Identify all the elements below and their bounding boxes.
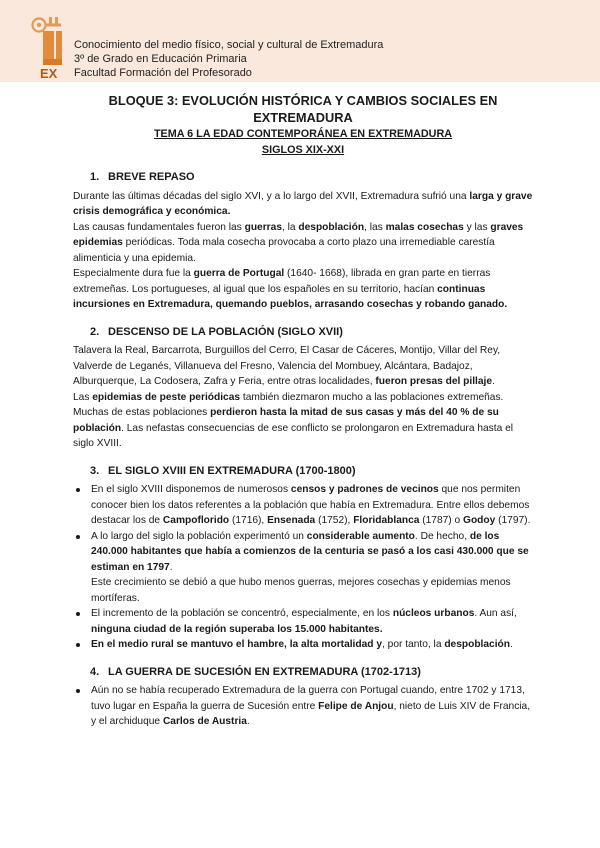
text-run: . Las nefastas consecuencias de ese conflicto se prolongaron en Extremadura hasta el siglo XVIII. (73, 422, 513, 449)
section-title: DESCENSO DE LA POBLACIÓN (SIGLO XVII) (108, 325, 343, 338)
text-run: Aún no se había recuperado Extremadura de la guerra con Portugal cuando, entre 1702 y 1713, tuvo lugar en España la guerra de Sucesión entre (91, 685, 525, 712)
text-run: , la (281, 221, 299, 233)
bold-text: núcleos urbanos (392, 608, 475, 619)
list-item (73, 606, 533, 637)
list-item (73, 683, 533, 730)
bold-text: Campoflorido (162, 515, 230, 526)
bold-text: graves epidemias (73, 221, 524, 248)
bullet-list (73, 482, 533, 653)
bold-text: Felipe de Anjou (318, 700, 394, 712)
paragraph (73, 220, 533, 267)
paragraph (73, 189, 533, 220)
bold-text: Ensenada (267, 515, 316, 526)
text-run: . De hecho, (414, 530, 470, 542)
text-run: (1640- 1668), librada en gran parte en tierras extremeñas. Los portugueses, al igual que los españoles en su territorio, hacían (73, 268, 491, 295)
text-run: (1797). (495, 515, 531, 526)
list-item (73, 637, 533, 653)
section-number: 1. (90, 171, 100, 183)
text-run: A lo largo del siglo la población experimentó un (91, 530, 307, 542)
bold-text: perdieron hasta la mitad de sus casas y más del 40 % de su población (73, 407, 499, 434)
bold-text: Godoy (463, 515, 496, 526)
header-text (74, 38, 383, 80)
bold-text: considerable aumento (306, 530, 415, 542)
text-run: . Aun así, (474, 608, 517, 619)
bold-text: fueron presas del pillaje (375, 376, 493, 387)
bold-text: despoblación (444, 639, 510, 650)
section-heading (73, 170, 533, 186)
text-run: , por tanto, la (382, 639, 445, 650)
bold-text: larga y grave crisis demográfica y económica. (73, 190, 533, 217)
text-run: Muchas de estas poblaciones (73, 407, 211, 418)
title-line: BLOQUE 3: EVOLUCIÓN HISTÓRICA Y CAMBIOS SOCIALES EN (108, 93, 498, 108)
section-heading (73, 464, 533, 480)
text-run: Las causas fundamentales fueron las (73, 221, 245, 233)
bold-text: malas cosechas (385, 221, 464, 233)
text-run: y las (463, 221, 491, 233)
faculty-name: Facultad Formación del Profesorado (74, 67, 252, 79)
text-run: En el siglo XVIII disponemos de numerosos (91, 484, 291, 495)
text-run: , nieto de Luis XIV de Francia, y el archiduque (91, 700, 531, 727)
text-run: que nos permiten conocer bien los datos referentes a la población que había en Extremadura. Entre ellos debemos destacar los de (91, 484, 530, 526)
paragraph (73, 405, 533, 452)
list-item-text: Este crecimiento se debió a que hubo menos guerras, mejores cosechas y epidemias menos mortíferas. (91, 577, 511, 604)
course-name: Conocimiento del medio físico, social y cultural de Extremadura (74, 39, 384, 51)
text-run: . (492, 376, 495, 387)
text-run: Durante las últimas décadas del siglo XVI, y a lo largo del XVII, Extremadura sufrió una (73, 190, 470, 202)
section-number: 3. (90, 464, 100, 477)
title-line: EXTREMADURA (253, 110, 353, 125)
text-run: también diezmaron mucho a las poblaciones extremeñas. (240, 391, 504, 403)
section-title: BREVE REPASO (108, 171, 195, 183)
text-run: (1787) o (419, 515, 464, 526)
bold-text: continuas incursiones en Extremadura, quemando pueblos, arrasando cosechas y robando ganado. (73, 283, 508, 310)
list-item-text (91, 531, 529, 573)
logo-wordmark: EX (40, 66, 58, 81)
bold-text: despoblación (298, 221, 365, 233)
text-run: . (246, 716, 250, 727)
bold-text: de los 240.000 habitantes que había a comienzos de la centuria se pasó a los casi 430.000 que se estiman en 1797 (91, 530, 529, 573)
course-level: 3º de Grado en Educación Primaria (74, 53, 247, 65)
paragraph (73, 343, 533, 390)
list-item (73, 529, 533, 607)
text-run: , las (364, 221, 386, 233)
period-title: SIGLOS XIX-XXI (261, 144, 345, 156)
section-heading (73, 665, 533, 681)
text-run: (1752), (315, 515, 354, 526)
section-title: EL SIGLO XVIII EN EXTREMADURA (1700-1800) (108, 464, 356, 477)
text-run: Las (73, 391, 93, 403)
text-run: Especialmente dura fue la (73, 268, 194, 279)
document-body (73, 92, 533, 730)
section-number: 2. (90, 325, 100, 338)
bullet-list (73, 683, 533, 730)
bold-text: guerras (244, 221, 282, 233)
bold-text: censos y padrones de vecinos (290, 484, 439, 495)
page-header (0, 0, 600, 82)
text-run: . (169, 561, 173, 573)
topic-title: TEMA 6 LA EDAD CONTEMPORÁNEA EN EXTREMADURA (153, 128, 453, 140)
text-run: El incremento de la población se concentró, especialmente, en los (91, 608, 393, 619)
text-run: . (509, 639, 513, 650)
bold-text: ninguna ciudad de la región superaba los 15.000 habitantes. (91, 623, 383, 635)
document-title (73, 92, 533, 126)
section-title: LA GUERRA DE SUCESIÓN EN EXTREMADURA (1702-1713) (108, 665, 421, 678)
section-heading (73, 325, 533, 341)
bold-text: En el medio rural se mantuvo el hambre, la alta mortalidad y (91, 639, 383, 650)
paragraph (73, 266, 533, 313)
section-number: 4. (90, 665, 100, 678)
bold-text: epidemias de peste periódicas (92, 391, 241, 403)
list-item (73, 482, 533, 529)
bold-text: Floridablanca (353, 515, 420, 526)
text-run: (1716), (229, 515, 268, 526)
paragraph (73, 390, 533, 406)
text-run: periódicas. Toda mala cosecha provocaba a corto plazo una irremediable carestía alimenticia y una epidemia. (73, 237, 495, 264)
text-run: Talavera la Real, Barcarrota, Burguillos del Cerro, El Casar de Cáceres, Montijo, Villar del Rey, Valverde de Leganés, Villanueva del Fresno, Valencia del Mombuey, Alcántara, Badajoz, Alburquerque, La Codosera, Zafra y Feria, entre otras localidades, (73, 345, 501, 387)
bold-text: Carlos de Austria (162, 716, 247, 727)
bold-text: guerra de Portugal (193, 268, 285, 279)
